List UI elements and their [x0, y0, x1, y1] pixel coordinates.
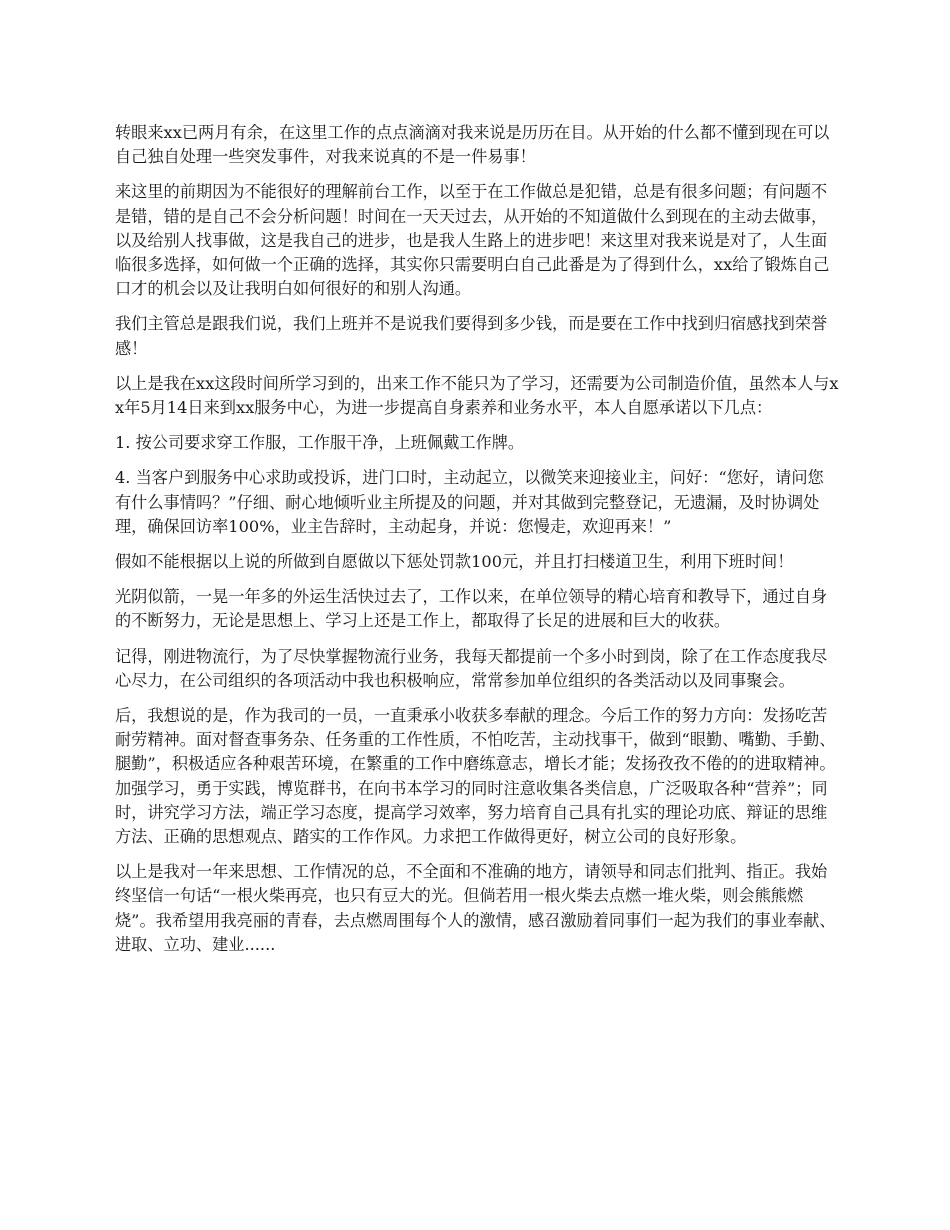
- paragraph-5: 1. 按公司要求穿工作服，工作服干净，上班佩戴工作牌。: [115, 433, 525, 453]
- paragraph-8: 光阴似箭，一晃一年多的外运生活快过去了，工作以来，在单位领导的精心培育和教导下，通过自身的不断努力，无论是思想上、学习上还是工作上，都取得了长足的进展和巨大的收获。: [115, 587, 828, 631]
- paragraph-7: 假如不能根据以上说的所做到自愿做以下惩处罚款100元，并且打扫楼道卫生，利用下班时间！: [115, 552, 794, 572]
- paragraph-1: 转眼来xx已两月有余，在这里工作的点点滴滴对我来说是历历在目。从开始的什么都不懂到现在可以自己独自处理一些突发事件，对我来说真的不是一件易事！: [115, 123, 830, 167]
- paragraph-2: 来这里的前期因为不能很好的理解前台工作，以至于在工作做总是犯错，总是有很多问题；有问题不是错，错的是自己不会分析问题！时间在一天天过去，从开始的不知道做什么到现在的主动去做事，以及给别人找事做，这是我自己的进步，也是我人生路上的进步吧！来这里对我来说是对了，人生面临很多选择，如何做一个正确的选择，其实你只需要明白自己此番是为了得到什么，xx给了锻炼自己口才的机会以及让我明白如何很好的和别人沟通。: [115, 182, 830, 299]
- paragraph-11: 以上是我对一年来思想、工作情况的总，不全面和不准确的地方，请领导和同志们批判、指正。我始终坚信一句话“一根火柴再亮，也只有豆大的光。但倘若用一根火柴去点燃一堆火柴，则会熊熊燃烧”。我希望用我亮丽的青春，去点燃周围每个人的激情，感召激励着同事们一起为我们的事业奉献、进取、立功、建业......: [115, 862, 836, 954]
- paragraph-4: 以上是我在xx这段时间所学习到的，出来工作不能只为了学习，还需要为公司制造价值，虽然本人与xx年5月14日来到xx服务中心，为进一步提高自身素养和业务水平，本人自愿承诺以下几点：: [115, 373, 839, 418]
- paragraph-9: 记得，刚进物流行，为了尽快掌握物流行业务，我每天都提前一个多小时到岗，除了在工作态度我尽心尽力，在公司组织的各项活动中我也积极响应，常常参加单位组织的各类活动以及同事聚会。: [115, 646, 828, 690]
- paragraph-6: 4. 当客户到服务中心求助或投诉，进门口时，主动起立，以微笑来迎接业主，问好：“您好，请问您有什么事情吗？”仔细、耐心地倾听业主所提及的问题，并对其做到完整登记，无遗漏，及时协调处理，确保回访率100%，业主告辞时，主动起身，并说：您慢走，欢迎再来！”: [115, 468, 824, 536]
- paragraph-3: 我们主管总是跟我们说，我们上班并不是说我们要得到多少钱，而是要在工作中找到归宿感找到荣誉感！: [115, 314, 828, 358]
- document-page: [115, 121, 839, 968]
- paragraph-10: 后，我想说的是，作为我司的一员，一直秉承小收获多奉献的理念。今后工作的努力方向：发扬吃苦耐劳精神。面对督查事务杂、任务重的工作性质，不怕吃苦，主动找事干，做到“眼勤、嘴勤、手勤、腿勤”，积极适应各种艰苦环境，在繁重的工作中磨练意志，增长才能；发扬孜孜不倦的的进取精神。加强学习，勇于实践，博览群书，在向书本学习的同时注意收集各类信息，广泛吸取各种“营养”；同时，讲究学习方法，端正学习态度，提高学习效率，努力培育自己具有扎实的理论功底、辩证的思维方法、正确的思想观点、踏实的工作作风。力求把工作做得更好，树立公司的良好形象。: [115, 706, 836, 847]
